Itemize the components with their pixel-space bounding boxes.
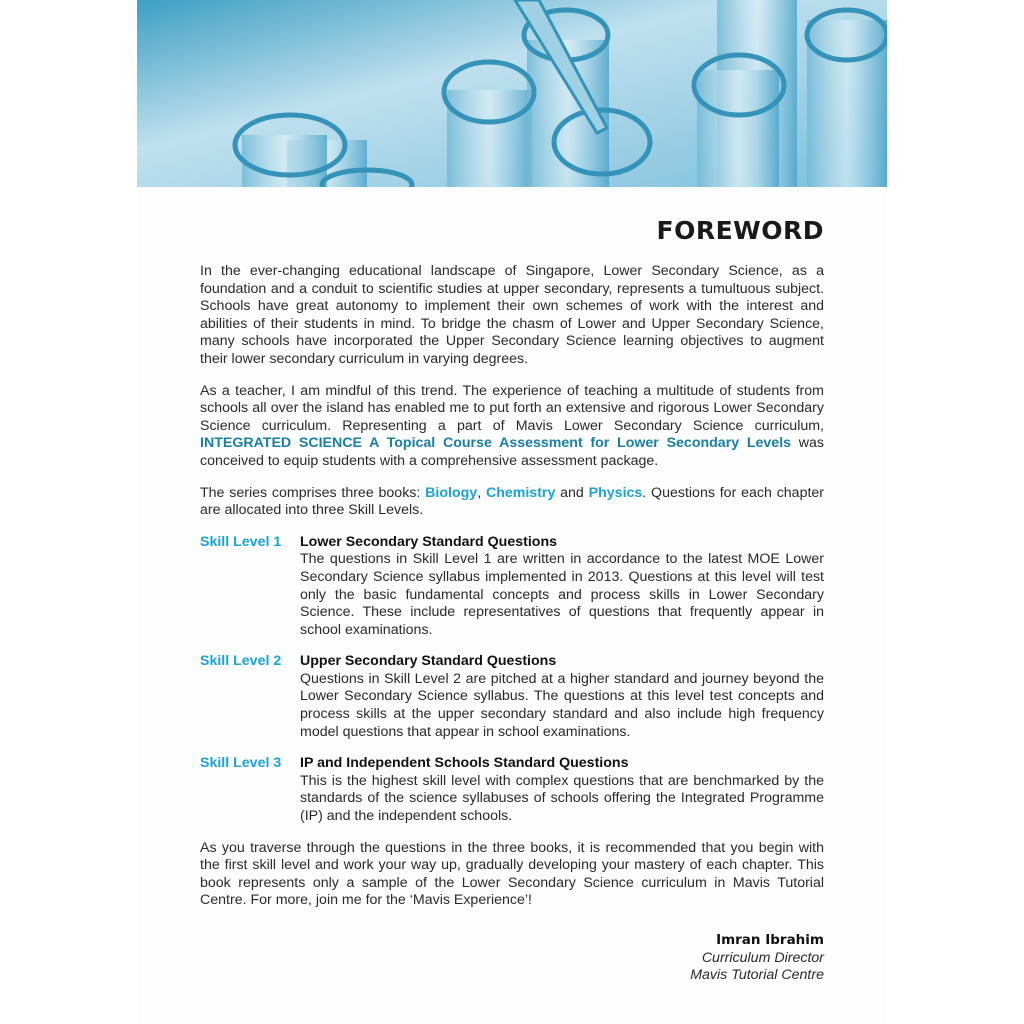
foreword-body bbox=[200, 263, 824, 985]
paragraph-intro: In the ever-changing educational landscape of Singapore, Lower Secondary Science, as a foundation and a conduit to scientific studies at upper secondary, represents a tumultuous subject. Schools have great autonomy to implement their own schemes of work with the interest and abilities of their students in mind. To bridge the chasm of Lower and Upper Secondary Science, many schools have incorporated the Upper Secondary Science learning objectives to augment their lower secondary curriculum in varying degrees. bbox=[200, 263, 824, 367]
skill-level-description: Questions in Skill Level 2 are pitched at a higher standard and journey beyond the Lower Secondary Science syllabus. The questions at this level test concepts and process skills at the upper secondary standard and also include high frequency model questions that appear in school examinations. bbox=[300, 670, 824, 740]
book-title: INTEGRATED SCIENCE A Topical Course Assessment for Lower Secondary Levels bbox=[200, 435, 792, 452]
book-chemistry: Chemistry bbox=[485, 484, 556, 501]
skill-level-1 bbox=[200, 534, 824, 640]
skill-level-label: Skill Level 1 bbox=[200, 533, 282, 550]
book-physics: Physics bbox=[588, 484, 643, 501]
skill-level-2 bbox=[200, 653, 824, 741]
skill-level-label: Skill Level 2 bbox=[200, 653, 282, 670]
text: and bbox=[555, 484, 589, 501]
foreword-page bbox=[137, 0, 887, 1024]
text: As a teacher, I am mindful of this trend. The experience of teaching a multitude of students from schools all over the island has enabled me to put forth an extensive and rigorous Lower Secondary Science curriculum. Representing a part of Mavis Lower Secondary Science curriculum, bbox=[200, 382, 824, 434]
text: , bbox=[477, 484, 486, 501]
paragraph-closing: As you traverse through the questions in the three books, it is recommended that you begin with the first skill level and work your way up, gradually developing your mastery of each chapter. This book represents only a sample of the Lower Secondary Science curriculum in Mavis Tutorial Centre. For more, join me for the ‘Mavis Experience’! bbox=[200, 839, 824, 909]
text: was conceived to equip students with a comprehensive assessment package. bbox=[200, 435, 824, 469]
skill-level-3 bbox=[200, 755, 824, 825]
paragraph-teacher bbox=[200, 383, 824, 471]
skill-level-description: This is the highest skill level with complex questions that are benchmarked by the standards of the science syllabuses of schools offering the Integrated Programme (IP) and the independent schools. bbox=[300, 772, 824, 825]
signature-block bbox=[200, 932, 824, 985]
skill-level-label: Skill Level 3 bbox=[200, 755, 282, 772]
skill-level-heading: Lower Secondary Standard Questions bbox=[300, 533, 558, 550]
text: . Questions for each chapter are allocated into three Skill Levels. bbox=[200, 484, 825, 519]
skill-level-description: The questions in Skill Level 1 are written in accordance to the latest MOE Lower Secondary Science syllabus implemented in 2013. Questions at this level will test only the basic fundamental concepts and process skills in Lower Secondary Science. These include representatives of questions that frequently appear in school examinations. bbox=[300, 551, 824, 638]
skill-level-heading: IP and Independent Schools Standard Questions bbox=[300, 755, 629, 772]
book-biology: Biology bbox=[425, 484, 478, 501]
page-title: FOREWORD bbox=[656, 216, 824, 245]
author-organization: Mavis Tutorial Centre bbox=[690, 967, 824, 984]
author-role: Curriculum Director bbox=[701, 949, 824, 966]
text: The series comprises three books: bbox=[200, 484, 426, 501]
skill-level-heading: Upper Secondary Standard Questions bbox=[300, 653, 557, 670]
author-name: Imran Ibrahim bbox=[716, 932, 824, 948]
paragraph-series bbox=[200, 485, 824, 520]
test-tubes-banner-image bbox=[137, 0, 887, 187]
